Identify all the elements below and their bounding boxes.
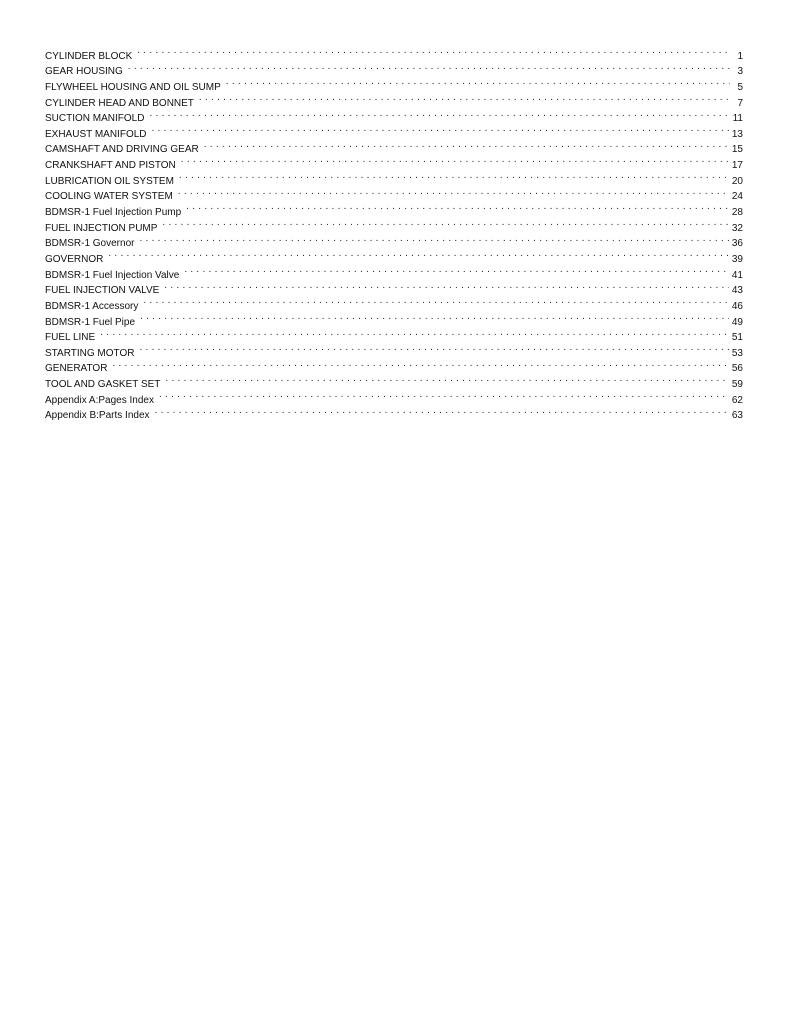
toc-entry-title: GENERATOR [45,363,108,375]
toc-entry-title: BDMSR-1 Fuel Injection Valve [45,269,180,281]
toc-entry-page: 5 [737,81,743,93]
toc-entry-title: STARTING MOTOR [45,347,135,359]
toc-entry-title: GOVERNOR [45,253,104,265]
toc-dot-leader [226,74,730,90]
toc-entry-governor[interactable] [45,246,743,265]
toc-dot-leader [155,403,729,419]
toc-entry-title: SUCTION MANIFOLD [45,113,145,125]
toc-dot-leader [181,152,729,168]
toc-dot-leader [162,215,728,231]
toc-entry-title: CRANKSHAFT AND PISTON [45,160,176,172]
toc-dot-leader [139,340,728,356]
toc-entry-title: FUEL INJECTION PUMP [45,222,158,234]
toc-entry-bdmsr-accessory[interactable] [45,293,743,312]
toc-dot-leader [165,371,728,387]
toc-entry-bdmsr-fuel-pipe[interactable] [45,309,743,328]
toc-dot-leader [139,231,728,247]
toc-dot-leader [100,325,729,341]
toc-entry-page: 15 [731,144,743,156]
toc-entry-page: 46 [731,300,743,312]
toc-dot-leader [164,278,729,294]
toc-entry-page: 24 [731,191,743,203]
toc-dot-leader [112,356,728,372]
toc-entry-starting-motor[interactable] [45,340,743,359]
toc-entry-title: Appendix A:Pages Index [45,394,154,406]
toc-entry-title: FUEL INJECTION VALVE [45,285,160,297]
table-of-contents [45,43,743,422]
toc-dot-leader [159,387,729,403]
toc-entry-page: 53 [731,347,743,359]
toc-entry-page: 49 [731,316,743,328]
toc-dot-leader [179,168,729,184]
toc-entry-title: FUEL LINE [45,332,96,344]
toc-entry-page: 3 [737,66,743,78]
toc-entry-title: BDMSR-1 Governor [45,238,135,250]
toc-entry-page: 7 [737,97,743,109]
toc-entry-page: 62 [731,394,743,406]
toc-entry-title: FLYWHEEL HOUSING AND OIL SUMP [45,81,221,93]
toc-entry-title: CYLINDER BLOCK [45,50,133,62]
toc-entry-title: COOLING WATER SYSTEM [45,191,173,203]
toc-dot-leader [184,262,729,278]
toc-entry-page: 39 [731,253,743,265]
toc-dot-leader [178,184,729,200]
toc-entry-fuel-line[interactable] [45,325,743,344]
toc-dot-leader [199,90,730,106]
toc-dot-leader [128,59,730,75]
toc-entry-bdmsr-fuel-injection-valve[interactable] [45,262,743,281]
toc-entry-title: BDMSR-1 Accessory [45,300,139,312]
toc-entry-title: CYLINDER HEAD AND BONNET [45,97,194,109]
toc-entry-page: 51 [731,332,743,344]
toc-entry-title: CAMSHAFT AND DRIVING GEAR [45,144,199,156]
toc-entry-gear-housing[interactable] [45,59,743,78]
toc-entry-flywheel-housing[interactable] [45,74,743,93]
toc-entry-bdmsr-governor[interactable] [45,231,743,250]
toc-entry-title: GEAR HOUSING [45,66,123,78]
toc-dot-leader [108,246,729,262]
toc-entry-page: 11 [732,113,743,125]
toc-entry-page: 13 [731,128,743,140]
toc-dot-leader [143,293,729,309]
toc-entry-page: 59 [731,379,743,391]
toc-dot-leader [152,121,729,137]
toc-dot-leader [137,43,730,59]
toc-dot-leader [204,137,729,153]
toc-entry-page: 63 [731,410,743,422]
toc-entry-title: Appendix B:Parts Index [45,410,150,422]
toc-entry-generator[interactable] [45,356,743,375]
toc-entry-exhaust-manifold[interactable] [45,121,743,140]
toc-entry-title: BDMSR-1 Fuel Injection Pump [45,207,182,219]
toc-dot-leader [149,106,729,122]
toc-entry-title: LUBRICATION OIL SYSTEM [45,175,174,187]
toc-entry-page: 43 [731,285,743,297]
toc-entry-cylinder-block[interactable] [45,43,743,62]
toc-entry-tool-and-gasket-set[interactable] [45,371,743,391]
toc-entry-page: 56 [731,363,743,375]
toc-dot-leader [186,199,729,215]
toc-entry-page: 41 [731,269,743,281]
toc-entry-title: TOOL AND GASKET SET [45,379,161,391]
toc-entry-page: 32 [731,222,743,234]
toc-entry-page: 28 [731,207,743,219]
toc-entry-page: 20 [731,175,743,187]
toc-entry-title: BDMSR-1 Fuel Pipe [45,316,136,328]
toc-entry-suction-manifold[interactable] [45,106,743,125]
toc-dot-leader [140,309,729,325]
toc-entry-page: 36 [731,238,743,250]
toc-entry-page: 1 [737,50,743,62]
toc-entry-title: EXHAUST MANIFOLD [45,128,147,140]
toc-entry-page: 17 [731,160,743,172]
